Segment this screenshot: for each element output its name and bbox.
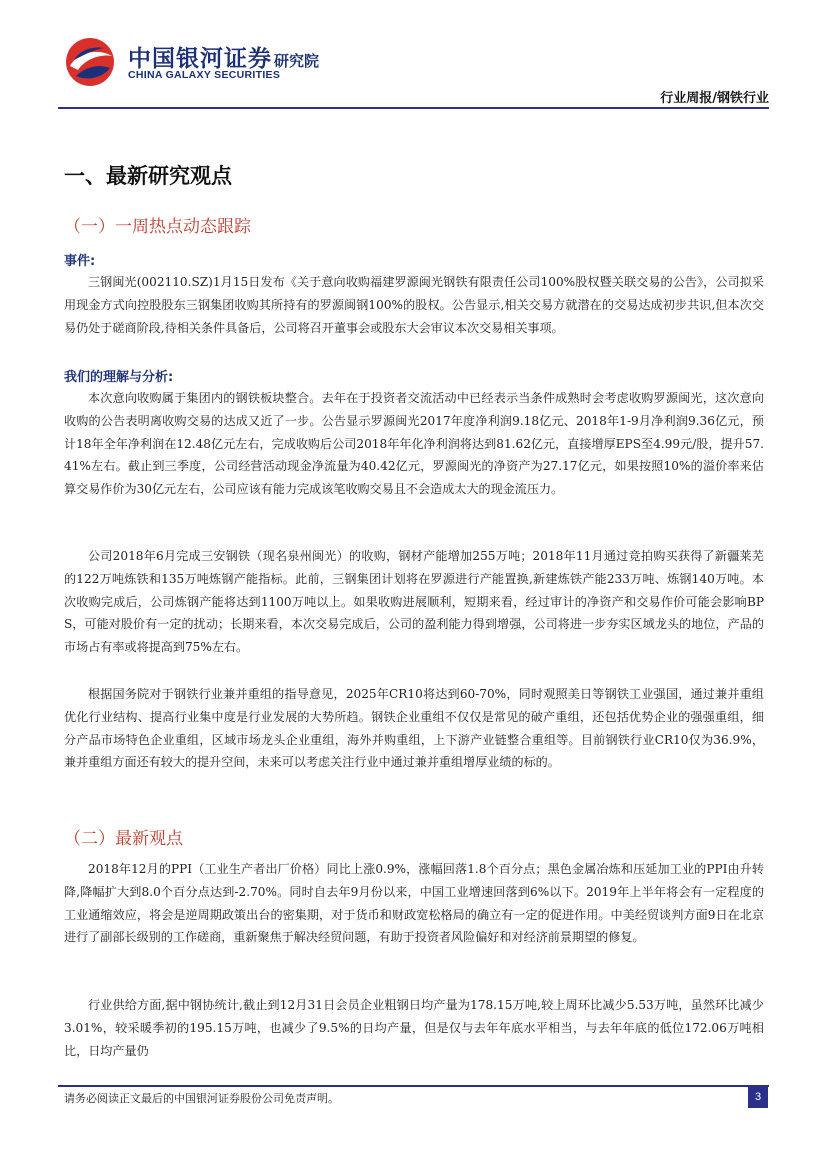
page-number: 3	[748, 1086, 768, 1108]
paragraph-analysis-1: 本次意向收购属于集团内的钢铁板块整合。去年在于投资者交流活动中已经表示当条件成熟时会考虑收购罗源闽光，这次意向收购的公告表明离收购交易的达成又近了一步。公告显示罗源闽光2017年度净利润9.18亿元、2018年1-9月净利润9.36亿元，预计18年全年净利润在12.48亿元左右，完成收购后公司2018年年化净利润将达到81.62亿元，直接增厚EPS至4.99元/股，提升57.41%左右。截止到三季度，公司经营活动现金净流量为40.42亿元，罗源闽光的净资产为27.17亿元，如果按照10%的溢价率来估算交易作价为30亿元左右，公司应该有能力完成该笔收购交易且不会造成太大的现金流压力。	[64, 391, 764, 497]
footer-disclaimer: 请务必阅读正文最后的中国银河证券股份公司免责声明。	[64, 1092, 339, 1105]
paragraph-analysis-3: 根据国务院对于钢铁行业兼并重组的指导意见，2025年CR10将达到60-70%，同时观照美日等钢铁工业强国，通过兼并重组优化行业结构、提高行业集中度是行业发展的大势所趋。钢铁企业重组不仅仅是常见的破产重组，还包括优势企业的强强重组，细分产品市场特色企业重组，区域市场龙头企业重组，海外并购重组，上下游产业链整合重组等。目前钢铁行业CR10仅为36.9%，兼并重组方面还有较大的提升空间，未来可以考虑关注行业中通过兼并重组增厚业绩的标的。	[64, 687, 764, 770]
subsection-heading-hot-topics: （一）一周热点动态跟踪	[64, 217, 251, 237]
galaxy-logo-icon	[64, 36, 116, 88]
event-label: 事件:	[64, 254, 96, 269]
paragraph-event: 三钢闽光(002110.SZ)1月15日发布《关于意向收购福建罗源闽光钢铁有限责任公司100%股权暨关联交易的公告》，公司拟采用现金方式向控股股东三钢集团收购其所持有的罗源闽钢100%的股权。公告显示,相关交易方就潜在的交易达成初步共识,但本次交易仍处于磋商阶段,待相关条件具备后，公司将召开董事会或股东大会审议本次交易相关事项。	[64, 275, 764, 335]
paragraph-latest-1: 2018年12月的PPI（工业生产者出厂价格）同比上涨0.9%，涨幅回落1.8个百分点；黑色金属冶炼和压延加工业的PPI由升转降,降幅扩大到8.0个百分点达到-2.70%。同时自去年9月份以来，中国工业增速回落到6%以下。2019年上半年将会有一定程度的工业通缩效应，将会是逆周期政策出台的密集期，对于货币和财政宽松格局的确立有一定的促进作用。中美经贸谈判方面9日在北京进行了副部长级别的工作磋商，重新聚焦于解决经贸问题，有助于投资者风险偏好和对经济前景期望的修复。	[64, 862, 764, 945]
footer-divider	[58, 1085, 769, 1087]
paragraph-latest-2: 行业供给方面,据中钢协统计,截止到12月31日会员企业粗钢日均产量为178.15万吨,较上周环比减少5.53万吨，虽然环比减少3.01%，较采暖季初的195.15万吨，也减少了9.5%的日均产量，但是仅与去年年底水平相当，与去年年底的低位172.06万吨相比，日均产量仍	[64, 998, 764, 1058]
brand-name-cn: 中国银河证券	[128, 46, 272, 72]
header-divider	[58, 107, 769, 109]
page-header	[0, 0, 827, 108]
paragraph-analysis-2: 公司2018年6月完成三安钢铁（现名泉州闽光）的收购，钢材产能增加255万吨；2018年11月通过竞拍购买获得了新疆莱芜的122万吨炼铁和135万吨炼钢产能指标。此前，三钢集团计划将在罗源进行产能置换,新建炼铁产能233万吨、炼钢140万吨。本次收购完成后，公司炼钢产能将达到1100万吨以上。如果收购进展顺利，短期来看，经过审计的净资产和交易作价可能会影响BPS，可能对股价有一定的扰动；长期来看，本次交易完成后，公司的盈利能力得到增强，公司将进一步夯实区域龙头的地位，产品的市场占有率或将提高到75%左右。	[64, 549, 764, 655]
section-heading: 一、最新研究观点	[64, 164, 232, 188]
analysis-label: 我们的理解与分析:	[64, 370, 174, 385]
brand-subtitle: 研究院	[274, 52, 320, 70]
brand-name-en: CHINA GALAXY SECURITIES	[128, 69, 281, 81]
subsection-heading-latest-views: （二）最新观点	[64, 829, 183, 849]
report-type: 行业周报/钢铁行业	[660, 91, 769, 106]
